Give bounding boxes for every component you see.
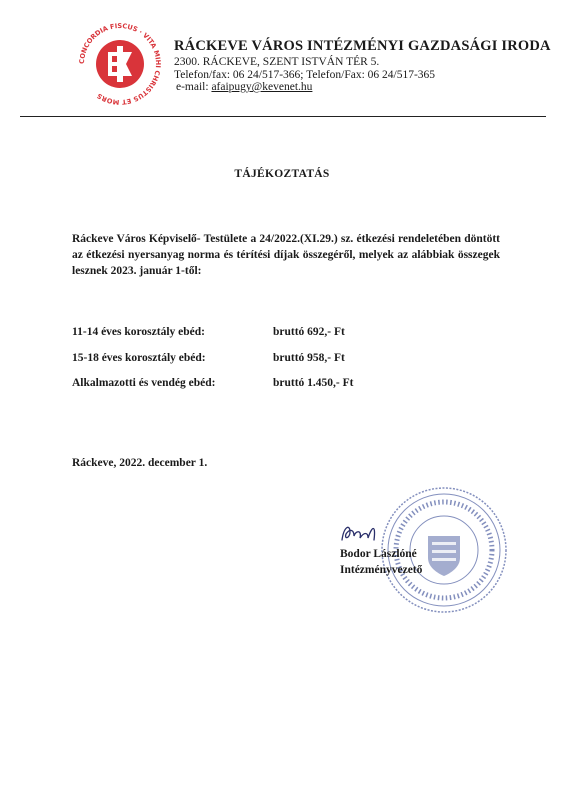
price-row-value: bruttó 958,- Ft (273, 352, 345, 364)
logo-ring-text: CONCORDIA FISCUS · VITA MIHI CHRISTUS ET MORS (78, 22, 162, 106)
document-title: TÁJÉKOZTATÁS (234, 168, 330, 180)
email-link[interactable]: afaipugy@kevenet.hu (211, 81, 313, 93)
address-line: 2300. RÁCKEVE, SZENT ISTVÁN TÉR 5. (174, 56, 380, 68)
signer-name: Bodor Lászlóné (340, 548, 417, 560)
email-line (176, 81, 312, 93)
email-label: e-mail: (176, 81, 209, 93)
town-crest-icon (78, 22, 162, 106)
price-row-label: 15-18 éves korosztály ebéd: (72, 352, 206, 364)
price-row-label: Alkalmazotti és vendég ebéd: (72, 377, 216, 389)
phone-line: Telefon/fax: 06 24/517-366; Telefon/Fax: 06 24/517-365 (174, 69, 436, 81)
handwritten-signature-icon (338, 520, 392, 548)
header-divider (20, 116, 546, 117)
signer-title: Intézményvezető (340, 564, 423, 576)
organization-name: RÁCKEVE VÁROS INTÉZMÉNYI GAZDASÁGI IRODA (174, 38, 551, 54)
price-row-label: 11-14 éves korosztály ebéd: (72, 326, 205, 338)
body-paragraph: Ráckeve Város Képviselő- Testülete a 24/2022.(XI.29.) sz. étkezési rendeletében döntött az étkezési nyersanyag norma és térítési díjak összegéről, melyek az alábbiak összegek lesznek 2023. január 1-től: (72, 233, 500, 277)
price-row-value: bruttó 1.450,- Ft (273, 377, 354, 389)
price-row-value: bruttó 692,- Ft (273, 326, 345, 338)
place-date: Ráckeve, 2022. december 1. (72, 457, 208, 469)
